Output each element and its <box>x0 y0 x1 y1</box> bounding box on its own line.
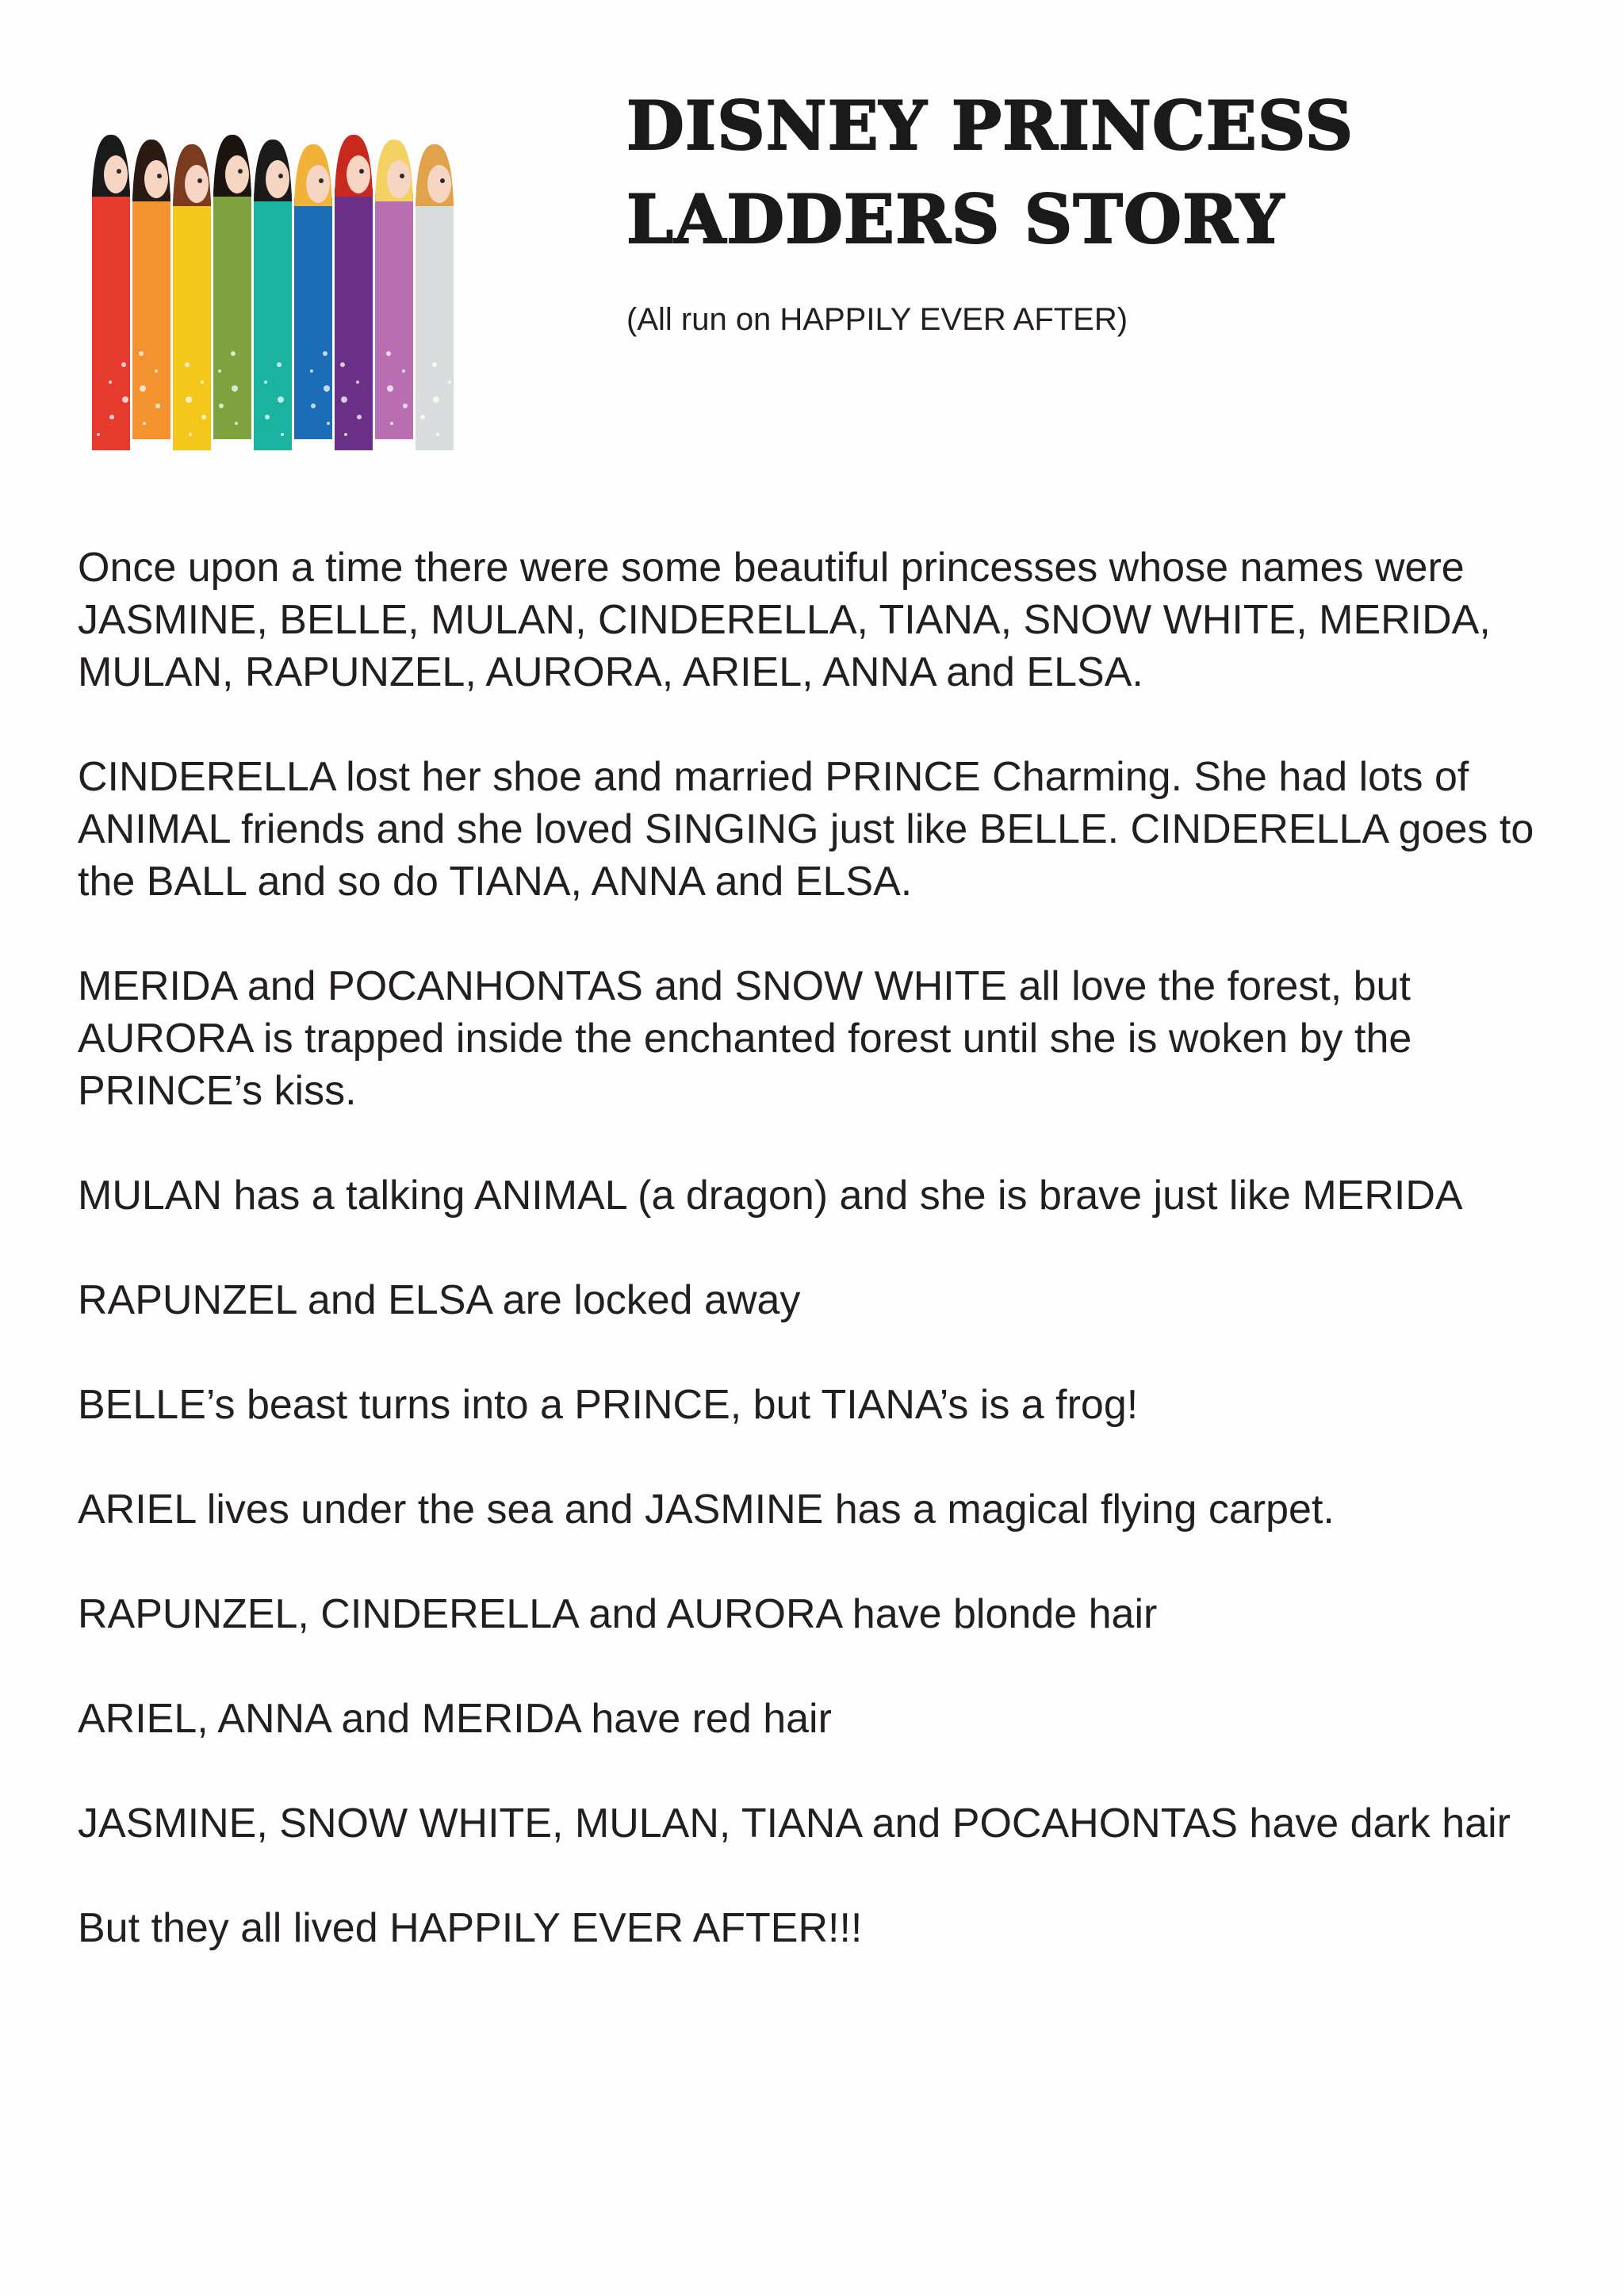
princess-face <box>185 165 209 203</box>
sparkle-decoration <box>310 369 313 373</box>
color-strip <box>375 193 413 439</box>
princess-eye <box>400 174 404 178</box>
princess-eye <box>319 178 324 183</box>
story-paragraph-6: BELLE’s beast turns into a PRINCE, but TIANA’s is a frog! <box>78 1382 1139 1428</box>
sparkle-decoration <box>143 422 146 425</box>
princess-eye <box>440 178 445 183</box>
princess-rainbow-strips-illustration <box>73 101 469 482</box>
color-strip <box>416 198 454 450</box>
sparkle-decoration <box>436 433 439 436</box>
title-line-1: DISNEY PRINCESS <box>626 86 1354 165</box>
sparkle-decoration <box>386 351 391 356</box>
sparkle-decoration <box>231 351 236 356</box>
color-strip <box>213 189 251 439</box>
story-paragraph-1: Once upon a time there were some beautiful princesses whose names were JASMINE, BELLE, MULAN, CINDERELLA, TIANA, SNOW WHITE, MERIDA, MULAN, RAPUNZEL, AURORA, ARIEL, ANNA and ELSA. <box>78 545 1491 695</box>
color-strip <box>132 193 170 439</box>
sparkle-decoration <box>323 351 327 356</box>
sparkle-decoration <box>155 404 160 408</box>
sparkle-decoration <box>344 433 347 436</box>
sparkle-decoration <box>448 381 451 384</box>
sparkle-decoration <box>235 422 238 425</box>
princess-face <box>266 160 289 198</box>
sparkle-decoration <box>186 396 192 403</box>
sparkle-decoration <box>122 396 128 403</box>
sparkle-decoration <box>218 369 221 373</box>
sparkle-decoration <box>109 415 114 419</box>
sparkle-decoration <box>140 385 146 392</box>
princess-face <box>225 155 249 193</box>
sparkle-decoration <box>185 362 190 367</box>
story-paragraph-8: RAPUNZEL, CINDERELLA and AURORA have blonde hair <box>78 1591 1158 1637</box>
color-strip <box>335 189 373 450</box>
princess-eye <box>278 174 283 178</box>
princess-eye <box>238 169 243 174</box>
story-paragraph-10: JASMINE, SNOW WHITE, MULAN, TIANA and POCAHONTAS have dark hair <box>78 1800 1511 1846</box>
sparkle-decoration <box>265 415 270 419</box>
sparkle-decoration <box>189 433 192 436</box>
princess-face <box>387 160 411 198</box>
sparkle-decoration <box>420 415 425 419</box>
title-line-2: LADDERS STORY <box>626 180 1285 258</box>
sparkle-decoration <box>327 422 330 425</box>
princess-face <box>104 155 128 193</box>
sparkle-decoration <box>109 381 112 384</box>
color-strip <box>294 198 332 439</box>
story-paragraph-11: But they all lived HAPPILY EVER AFTER!!! <box>78 1905 863 1951</box>
princess-eye <box>359 169 364 174</box>
sparkle-decoration <box>281 433 284 436</box>
color-strip <box>173 198 211 450</box>
sparkle-decoration <box>341 396 347 403</box>
sparkle-decoration <box>387 385 393 392</box>
sparkle-decoration <box>97 433 100 436</box>
princess-eye <box>117 169 121 174</box>
sparkle-decoration <box>264 381 267 384</box>
sparkle-decoration <box>201 415 206 419</box>
princess-face <box>306 165 330 203</box>
story-paragraph-5: RAPUNZEL and ELSA are locked away <box>78 1277 801 1323</box>
story-paragraph-4: MULAN has a talking ANIMAL (a dragon) and she is brave just like MERIDA <box>78 1173 1463 1219</box>
sparkle-decoration <box>121 362 126 367</box>
story-body <box>78 541 1568 2007</box>
sparkle-decoration <box>232 385 238 392</box>
story-paragraph-7: ARIEL lives under the sea and JASMINE has a magical flying carpet. <box>78 1487 1335 1533</box>
subtitle: (All run on HAPPILY EVER AFTER) <box>626 302 1128 337</box>
color-strip <box>254 193 292 450</box>
sparkle-decoration <box>357 415 362 419</box>
princess-face <box>427 165 451 203</box>
color-strip <box>92 189 130 450</box>
sparkle-decoration <box>433 396 439 403</box>
princess-eye <box>197 178 202 183</box>
sparkle-decoration <box>356 381 359 384</box>
story-paragraph-9: ARIEL, ANNA and MERIDA have red hair <box>78 1696 832 1742</box>
sparkle-decoration <box>390 422 393 425</box>
sparkle-decoration <box>139 351 144 356</box>
princess-face <box>347 155 370 193</box>
sparkle-decoration <box>432 362 437 367</box>
sparkle-decoration <box>340 362 345 367</box>
sparkle-decoration <box>324 385 330 392</box>
sparkle-decoration <box>277 362 282 367</box>
sparkle-decoration <box>403 404 408 408</box>
princess-eye <box>157 174 162 178</box>
sparkle-decoration <box>402 369 405 373</box>
page-title <box>626 79 1538 266</box>
sparkle-decoration <box>311 404 316 408</box>
sparkle-decoration <box>201 381 204 384</box>
story-paragraph-2: CINDERELLA lost her shoe and married PRINCE Charming. She had lots of ANIMAL friends and she loved SINGING just like BELLE. CINDERELLA goes to the BALL and so do TIANA, ANNA and ELSA. <box>78 754 1534 905</box>
sparkle-decoration <box>278 396 284 403</box>
sparkle-decoration <box>219 404 224 408</box>
story-paragraph-3: MERIDA and POCANHONTAS and SNOW WHITE all love the forest, but AURORA is trapped inside the enchanted forest until she is woken by the PRINCE’s kiss. <box>78 963 1412 1114</box>
sparkle-decoration <box>155 369 158 373</box>
princess-face <box>144 160 168 198</box>
